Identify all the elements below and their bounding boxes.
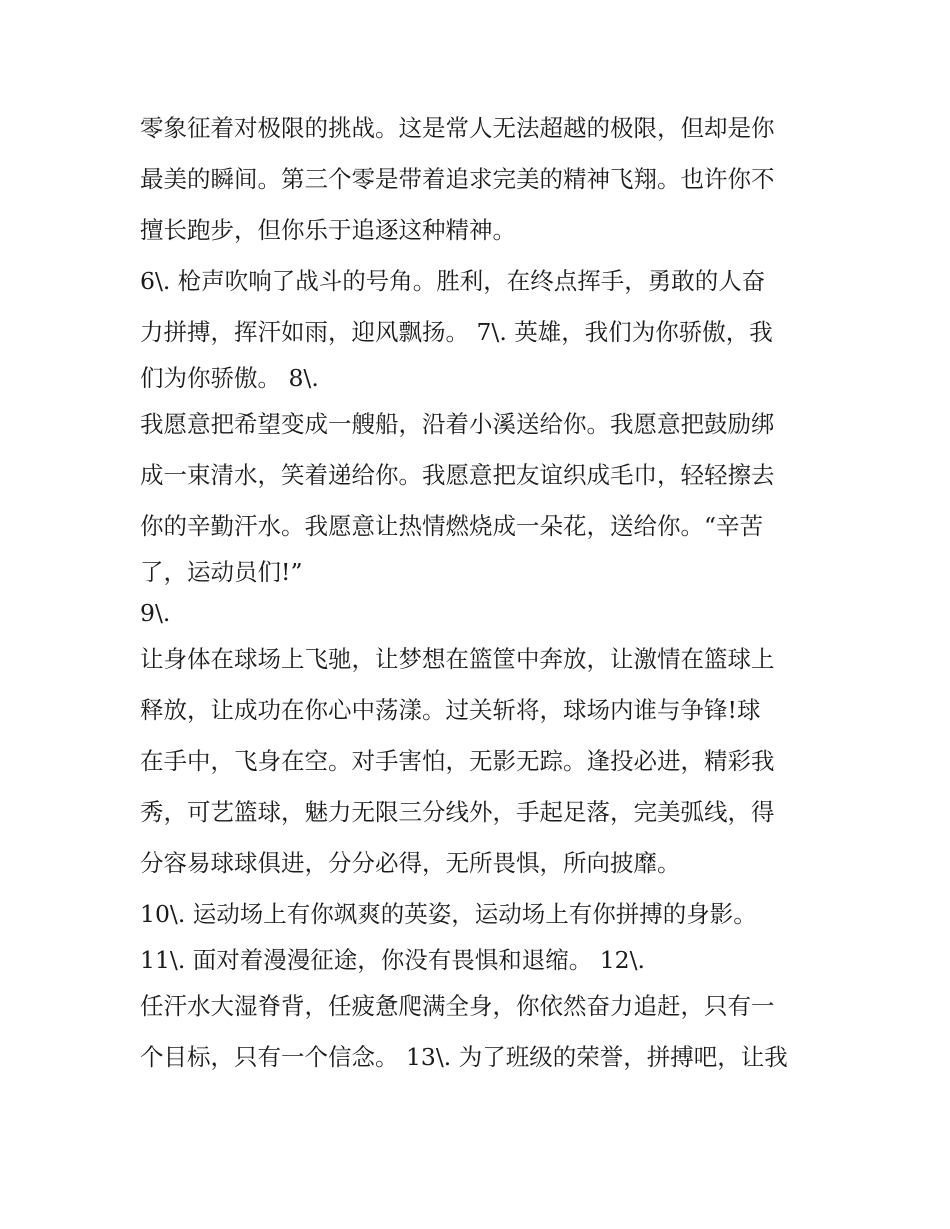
text-line: 6\. 枪声吹响了战斗的号角。胜利，在终点挥手，勇敢的人奋 (140, 267, 766, 295)
text-line: 擅长跑步，但你乐于追逐这种精神。 (140, 216, 516, 244)
text-line: 分容易球球俱进，分分必得，无所畏惧，所向披靡。 (140, 849, 681, 877)
text-line: 成一束清水，笑着递给你。我愿意把友谊织成毛巾，轻轻擦去 (140, 461, 775, 489)
text-line: 9\. (140, 599, 171, 627)
text-line: 让身体在球场上飞驰，让梦想在篮筐中奔放，让激情在篮球上 (140, 645, 775, 673)
text-line: 你的辛勤汗水。我愿意让热情燃烧成一朵花，送给你。“辛苦 (140, 512, 764, 540)
text-line: 我愿意把希望变成一艘船，沿着小溪送给你。我愿意把鼓励绑 (140, 410, 775, 438)
text-line: 零象征着对极限的挑战。这是常人无法超越的极限，但却是你 (140, 114, 775, 142)
text-line: 10\. 运动场上有你飒爽的英姿，运动场上有你拼搏的身影。 (140, 900, 757, 928)
text-line: 了，运动员们!” (140, 558, 303, 586)
text-line: 释放，让成功在你心中荡漾。过关斩将，球场内谁与争锋!球 (140, 696, 761, 724)
text-line: 们为你骄傲。 8\. (140, 364, 319, 392)
text-line: 在手中，飞身在空。对手害怕，无影无踪。逢投必进，精彩我 (140, 747, 775, 775)
document-body (140, 103, 820, 1083)
text-line: 个目标，只有一个信念。 13\. 为了班级的荣誉，拼搏吧，让我 (140, 1043, 788, 1071)
text-line: 11\. 面对着漫漫征途，你没有畏惧和退缩。 12\. (140, 946, 646, 974)
text-line: 力拼搏，挥汗如雨，迎风飘扬。 7\. 英雄，我们为你骄傲，我 (140, 318, 773, 346)
text-line: 秀，可艺篮球，魅力无限三分线外，手起足落，完美弧线，得 (140, 798, 775, 826)
text-line: 最美的瞬间。第三个零是带着追求完美的精神飞翔。也许你不 (140, 165, 775, 193)
text-line: 任汗水大湿脊背，任疲惫爬满全身，你依然奋力追赶，只有一 (140, 992, 775, 1020)
